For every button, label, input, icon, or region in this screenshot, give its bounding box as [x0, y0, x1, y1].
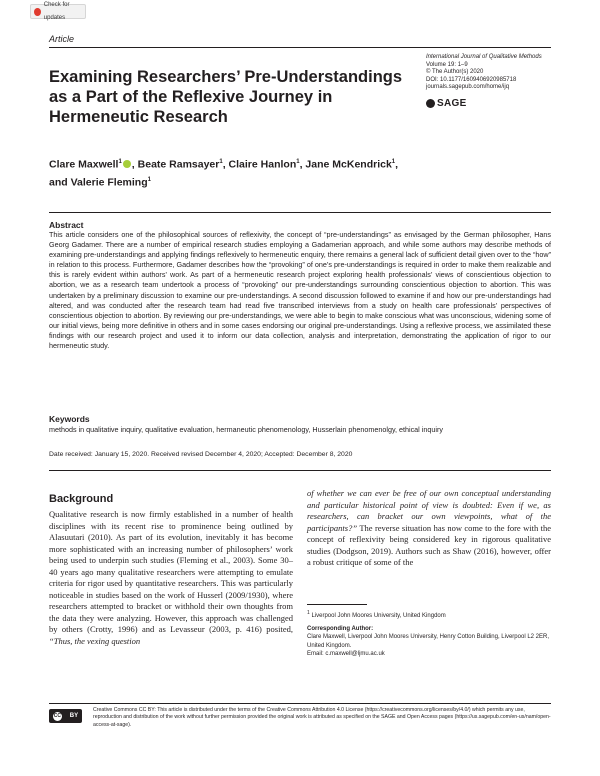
- footnote-rule: [307, 604, 367, 605]
- journal-doi[interactable]: DOI: 10.1177/1609406920985718: [426, 76, 517, 83]
- body-rule: [49, 470, 551, 471]
- abstract-heading: Abstract: [49, 220, 84, 230]
- journal-info: [426, 54, 542, 92]
- footnote: [307, 609, 557, 658]
- sage-label: SAGE: [437, 98, 467, 109]
- author-name[interactable]: Clare Maxwell: [49, 158, 119, 171]
- badge-label: Check for updates: [43, 1, 70, 21]
- corresponding-author-address: Clare Maxwell, Liverpool John Moores University, Henry Cotton Building, Liverpool L2 2ER, United Kingdom.: [307, 634, 549, 649]
- corresponding-author-heading: Corresponding Author:: [307, 626, 374, 633]
- author-list: Clare Maxwell$^1$ , Beate Ramsayer$^1$, Claire Hanlon$^1$, Jane McKendrick$^1$, and Valerie Fleming$^1$: [49, 158, 399, 189]
- corresponding-author-email[interactable]: Email: c.maxwell@ljmu.ac.uk: [307, 650, 385, 657]
- journal-volume: Volume 19: 1–9: [426, 61, 468, 68]
- received-dates: Date received: January 15, 2020. Received revised December 4, 2020; Accepted: December 8, 2020: [49, 451, 353, 458]
- keywords-text: methods in qualitative inquiry, qualitative evaluation, hermaneutic phenomenology, Husserlain phenomenolgy, ethical inquiry: [49, 425, 443, 434]
- author-name[interactable]: Beate Ramsayer: [137, 158, 220, 171]
- background-paragraph: Qualitative research is now firmly established in a number of health disciplines with its recent rise to prominence being outlined by Alasuutari (2010). As part of its evolution, inevitably it has become more sophisticated with an increasing number of philosophers’ work being used to underpin such studies (Fleming et al., 2003). Some 30–40 years ago many qualitative researchers were attempting to emulate criteria for rigor used by quantitative researchers. This was particularly noticeable in studies based on the work of Husserl (2009/1930), where researchers attempted to bracket or withhold their own thoughts from the data they were analyzing. However, this approach was challenged by others (Crotty, 1996) and as Levasseur (2003, p. 416) posited,: [49, 509, 293, 634]
- background-heading: Background: [49, 493, 114, 505]
- author-name[interactable]: and Valerie Fleming: [49, 176, 148, 189]
- sage-mark-icon: [426, 99, 435, 108]
- quote-start: “Thus, the vexing question: [49, 635, 141, 646]
- abstract-rule: [49, 212, 551, 213]
- article-title: Examining Researchers’ Pre-Understandings as a Part of the Reflexive Journey in Hermeneutic Research: [49, 68, 403, 126]
- author-name[interactable]: Claire Hanlon: [228, 158, 297, 171]
- journal-url[interactable]: journals.sagepub.com/home/ijq: [426, 84, 510, 91]
- journal-copyright: © The Author(s) 2020: [426, 69, 484, 76]
- body-column-right: [307, 488, 551, 569]
- check-for-updates-badge[interactable]: [30, 1, 86, 21]
- article-type-label: Article: [49, 34, 75, 44]
- cc-icon: CC: [53, 712, 62, 719]
- sage-logo: [426, 98, 467, 109]
- by-icon: BY: [69, 713, 79, 719]
- journal-name: International Journal of Qualitative Methods: [426, 54, 542, 60]
- license-rule: [49, 703, 551, 704]
- cc-by-license-icon[interactable]: [49, 709, 82, 723]
- abstract-text: This article considers one of the philosophical sources of reflexivity, the concept of “pre-understandings” as envisaged by the German philosopher, Hans Georg Gadamer. There are a number of empirical research studies employing a Gadamerian approach, and while some authors may describe methods of examining pre-understandings and applying findings reflexively to hermeneutic enquiry, there remains a general lack of sufficient detail given over to the “how” in relation to this process. Furthermore, Gadamer describes how the “provoking” of one’s pre-understandings is required in order to make them realizable and this is rarely evident within authors’ work. As part of a hermeneutic research project exploring health professionals’ views of conscientious objection to abortion, we as a research team undertook a process of “provoking” our pre-understandings surrounding conscientious objection to abortion. This was undertaken by a preliminary discussion to examine our pre-understandings. A second discussion followed to examine if and how our pre-understandings had altered, and was conducted after the research team had read five transcribed interviews from a study on health care professionals’ perspectives of conscientious objection to abortion. By reviewing our pre-understandings, we were able to begin to make conscious what was unconscious, widening some of our initial views, being more definitive in others and in some cases endorsing our original pre-understandings. Using a reflexive process, we assimilated these findings with our research project and used it to inform our data collection, analysis and interpretation, demonstrating the application of rigor to our hermeneutic study.: [49, 230, 551, 351]
- header-rule: [49, 47, 551, 48]
- quote-continued: of whether we can ever be free of our own conceptual understanding and particular historical point of view is doubted: Even if we, as researchers, can bracket our own viewpoints, what of the participants?”: [307, 488, 551, 533]
- author-name[interactable]: Jane McKendrick: [305, 158, 392, 171]
- orcid-icon[interactable]: [123, 160, 131, 168]
- license-text: Creative Commons CC BY: This article is distributed under the terms of the Creative Commons Attribution 4.0 License (https://creativecommons.org/licenses/by/4.0/) which permits any use, reproduction and distribution of the work without further permission provided the original work is attributed as specified on the SAGE and Open Access pages (https://us.sagepub.com/en-us/nam/open-access-at-sage).: [93, 707, 551, 728]
- affiliation-note: $^1$ Liverpool John Moores University, United Kingdom: [307, 610, 446, 619]
- keywords-heading: Keywords: [49, 414, 90, 424]
- background-paragraph-continued: The reverse situation has now come to the fore with the concept of reflexivity being considered key in rigorous qualitative studies (Dodgson, 2019). Authors such as Shaw (2016), however, offer a robust critique of some of the: [307, 522, 551, 567]
- body-column-left: [49, 509, 293, 647]
- update-icon: [34, 8, 41, 16]
